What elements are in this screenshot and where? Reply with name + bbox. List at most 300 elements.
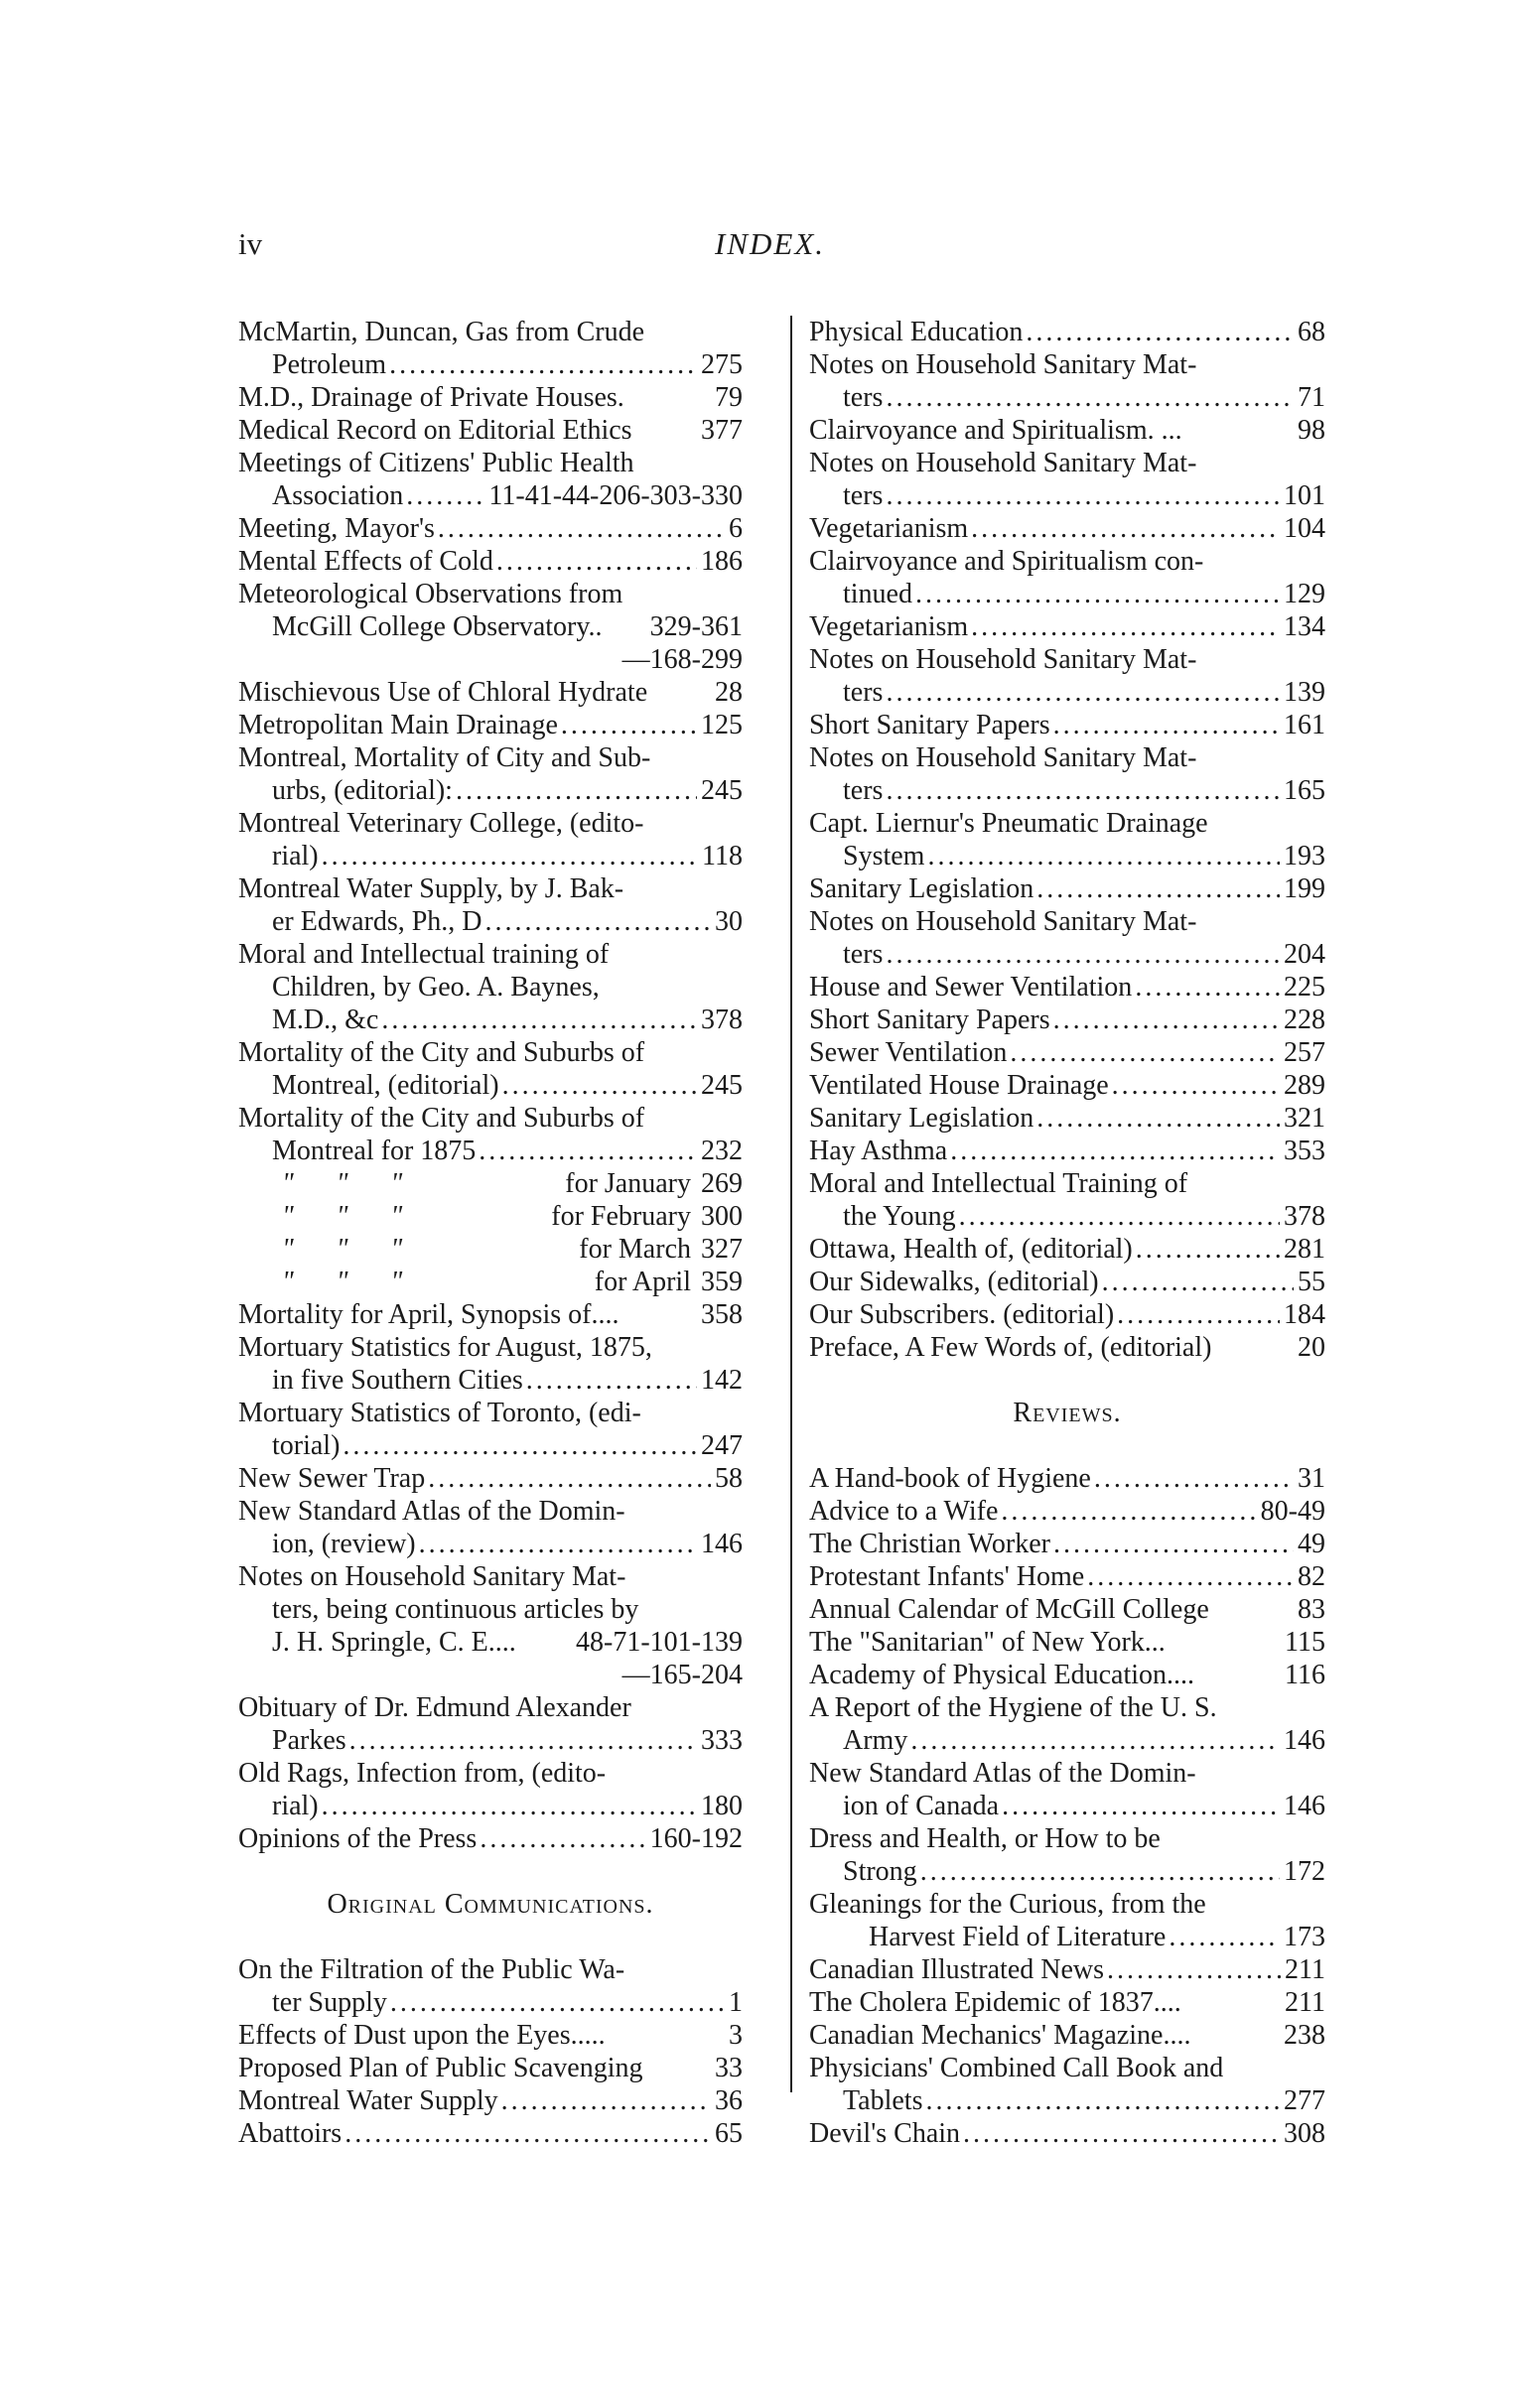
dot-leader <box>476 1135 697 1167</box>
entry-page: 353 <box>1284 1136 1325 1166</box>
index-entry-continuation <box>238 971 743 1003</box>
entry-text: Academy of Physical Education.... <box>809 1660 1195 1690</box>
dot-leader <box>319 840 698 872</box>
entry-text: Meteorological Observations from <box>238 579 623 609</box>
index-entry <box>238 1691 743 1724</box>
index-entry-continuation <box>809 840 1325 872</box>
dot-leader <box>477 1822 645 1855</box>
entry-text: ters <box>843 480 884 511</box>
index-entry-continuation <box>238 479 743 512</box>
dot-leader <box>998 1495 1256 1528</box>
dot-leader <box>319 1790 697 1822</box>
entry-text: A Report of the Hygiene of the U. S. <box>809 1692 1217 1723</box>
index-entry <box>809 872 1325 905</box>
entry-page: 277 <box>1284 2085 1325 2116</box>
entry-text: Sanitary Legislation <box>809 873 1034 904</box>
entry-page: 186 <box>701 546 743 577</box>
index-entry <box>809 1528 1325 1560</box>
entry-text: System <box>843 841 925 871</box>
entry-text: J. H. Springle, C. E.... <box>272 1627 516 1658</box>
entry-page: 289 <box>1284 1070 1325 1101</box>
entry-text: Abattoirs <box>238 2118 343 2149</box>
entry-text: Advice to a Wife <box>809 1496 999 1527</box>
entry-text: ion of Canada <box>843 1791 1000 1821</box>
entry-text: Effects of Dust upon the Eyes..... <box>238 2020 606 2051</box>
entry-text: Mischievous Use of Chloral Hydrate <box>238 677 648 708</box>
index-entry <box>809 807 1325 840</box>
entry-text: Vegetarianism <box>809 513 969 544</box>
index-entry <box>809 1233 1325 1266</box>
entry-text: Notes on Household Sanitary Mat- <box>809 448 1197 478</box>
index-entry-continuation <box>809 938 1325 971</box>
entry-page: 321 <box>1284 1103 1325 1134</box>
entry-page: 48-71-101-139 <box>576 1627 743 1658</box>
entry-text: Gleanings for the Curious, from the <box>809 1889 1206 1920</box>
dot-leader <box>403 479 484 512</box>
index-entry <box>809 1593 1325 1626</box>
entry-text: Notes on Household Sanitary Mat- <box>809 644 1197 675</box>
entry-text: Tablets <box>843 2085 923 2116</box>
entry-text: Metropolitan Main Drainage <box>238 710 558 740</box>
index-entry-continuation <box>238 905 743 938</box>
entry-text: Short Sanitary Papers <box>809 710 1050 740</box>
dot-leader <box>1007 1036 1280 1069</box>
entry-page: 193 <box>1284 841 1325 871</box>
page-number: iv <box>238 226 263 261</box>
page-header <box>238 226 1320 266</box>
spacer <box>809 1429 1325 1462</box>
index-entry-continuation <box>809 578 1325 610</box>
index-entry <box>238 807 743 840</box>
dot-leader <box>883 938 1280 971</box>
dot-leader <box>558 709 697 741</box>
entry-text: New Sewer Trap <box>238 1463 426 1494</box>
dot-leader <box>453 774 697 807</box>
entry-page: 281 <box>1284 1234 1325 1265</box>
dot-leader <box>498 2084 711 2117</box>
dot-leader <box>1133 1233 1280 1266</box>
index-entry-continuation <box>238 1429 743 1462</box>
index-entry <box>809 1298 1325 1331</box>
dot-leader <box>1109 1069 1280 1102</box>
entry-text: tinued <box>843 579 912 609</box>
entry-page: —168-299 <box>621 644 743 675</box>
index-entry-continuation <box>238 643 743 676</box>
entry-page: 204 <box>1284 939 1325 970</box>
dot-leader <box>378 1003 697 1036</box>
entry-text: Harvest Field of Literature <box>869 1922 1167 1952</box>
entry-text: Hay Asthma <box>809 1136 948 1166</box>
entry-page: 142 <box>701 1365 743 1396</box>
entry-page: 79 <box>715 382 743 413</box>
index-entry <box>238 741 743 774</box>
entry-page: 65 <box>715 2118 743 2149</box>
entry-text: McMartin, Duncan, Gas from Crude <box>238 317 645 347</box>
entry-text: House and Sewer Ventilation <box>809 972 1133 1003</box>
entry-page: 238 <box>1284 2020 1325 2051</box>
dot-leader <box>956 1200 1280 1233</box>
index-entry-continuation <box>809 381 1325 414</box>
index-entry-ditto <box>238 1200 743 1233</box>
entry-page: 225 <box>1284 972 1325 1003</box>
entry-page: 80-49 <box>1260 1496 1325 1527</box>
entry-page: 327 <box>701 1234 743 1265</box>
entry-page: 245 <box>701 775 743 806</box>
index-entry <box>809 610 1325 643</box>
entry-text: Sanitary Legislation <box>809 1103 1034 1134</box>
index-entry-continuation <box>238 774 743 807</box>
entry-page: 300 <box>701 1201 743 1232</box>
entry-text: ters <box>843 775 884 806</box>
index-entry <box>809 447 1325 479</box>
index-entry <box>238 1953 743 1986</box>
entry-text: Clairvoyance and Spiritualism. ... <box>809 415 1182 446</box>
index-entry-continuation <box>238 1364 743 1397</box>
entry-text: Notes on Household Sanitary Mat- <box>809 742 1197 773</box>
entry-text: Protestant Infants' Home <box>809 1561 1085 1592</box>
index-entry-continuation <box>238 1593 743 1626</box>
entry-text: Mortality of the City and Suburbs of <box>238 1103 645 1134</box>
index-entry <box>809 348 1325 381</box>
entry-page: 378 <box>1284 1201 1325 1232</box>
entry-text: Notes on Household Sanitary Mat- <box>809 349 1197 380</box>
index-entry <box>238 709 743 741</box>
index-entry <box>809 1757 1325 1790</box>
entry-text: The Christian Worker <box>809 1529 1050 1559</box>
index-entry-continuation <box>809 1724 1325 1757</box>
index-entry <box>238 938 743 971</box>
index-entry-continuation <box>809 1790 1325 1822</box>
entry-page: 146 <box>701 1529 743 1559</box>
index-entry <box>238 1462 743 1495</box>
entry-page: 232 <box>701 1136 743 1166</box>
ditto-marks: " " " <box>282 1234 421 1265</box>
index-entry <box>809 1135 1325 1167</box>
entry-text: Our Subscribers. (editorial) <box>809 1299 1115 1330</box>
entry-page: 269 <box>701 1168 743 1199</box>
index-entry <box>809 545 1325 578</box>
entry-text: Physical Education <box>809 317 1024 347</box>
entry-page: 139 <box>1284 677 1325 708</box>
dot-leader <box>924 840 1280 872</box>
index-entry <box>809 1986 1325 2019</box>
dot-leader <box>912 578 1280 610</box>
entry-page: 20 <box>1298 1332 1325 1363</box>
index-entry <box>238 1036 743 1069</box>
entry-text: torial) <box>272 1430 341 1461</box>
entry-page: 28 <box>715 677 743 708</box>
entry-page: 257 <box>1284 1037 1325 1068</box>
entry-text: Short Sanitary Papers <box>809 1004 1050 1035</box>
entry-page: 49 <box>1298 1529 1325 1559</box>
dot-leader <box>425 1462 711 1495</box>
entry-page: 165 <box>1284 775 1325 806</box>
entry-text: Parkes <box>272 1725 346 1756</box>
entry-text: A Hand-book of Hygiene <box>809 1463 1091 1494</box>
dot-leader <box>1050 1528 1294 1560</box>
index-entry <box>238 1757 743 1790</box>
index-entry-continuation <box>238 1135 743 1167</box>
index-entry-continuation <box>809 1200 1325 1233</box>
entry-page: 275 <box>701 349 743 380</box>
entry-text: On the Filtration of the Public Wa- <box>238 1954 625 1985</box>
index-entry <box>238 545 743 578</box>
entry-text: M.D., Drainage of Private Houses. <box>238 382 624 413</box>
entry-page: 359 <box>701 1267 743 1297</box>
index-column-right <box>809 316 1325 2150</box>
entry-text: Association <box>272 480 404 511</box>
entry-page: 134 <box>1284 611 1325 642</box>
entry-page: 184 <box>1284 1299 1325 1330</box>
dot-leader <box>917 1855 1280 1888</box>
index-entry <box>809 709 1325 741</box>
entry-text: ter Supply <box>272 1987 387 2018</box>
spacer <box>238 1921 743 1953</box>
dot-leader <box>968 610 1280 643</box>
entry-page: 228 <box>1284 1004 1325 1035</box>
entry-text: ters <box>843 382 884 413</box>
index-entry-continuation <box>809 1855 1325 1888</box>
entry-page: 30 <box>715 906 743 937</box>
dot-leader <box>1114 1298 1280 1331</box>
entry-text: M.D., &c <box>272 1004 379 1035</box>
entry-page: 115 <box>1285 1627 1325 1658</box>
index-entry <box>809 1036 1325 1069</box>
dot-leader <box>342 2117 711 2150</box>
entry-text: Preface, A Few Words of, (editorial) <box>809 1332 1212 1363</box>
dot-leader <box>968 512 1280 545</box>
dot-leader <box>493 545 697 578</box>
entry-text: Medical Record on Editorial Ethics <box>238 415 632 446</box>
dot-leader <box>1104 1953 1281 1986</box>
index-entry <box>809 1659 1325 1691</box>
index-entry <box>238 316 743 348</box>
entry-page: 104 <box>1284 513 1325 544</box>
index-entry <box>238 1495 743 1528</box>
index-entry <box>809 1003 1325 1036</box>
index-entry <box>809 643 1325 676</box>
index-entry <box>809 1953 1325 1986</box>
index-entry <box>809 1691 1325 1724</box>
entry-text: New Standard Atlas of the Domin- <box>238 1496 625 1527</box>
entry-text: Vegetarianism <box>809 611 969 642</box>
index-entry <box>238 578 743 610</box>
index-entry <box>809 1560 1325 1593</box>
entry-text: Our Sidewalks, (editorial) <box>809 1267 1099 1297</box>
dot-leader <box>387 1986 725 2019</box>
page-title: INDEX. <box>715 226 826 261</box>
index-entry <box>238 1560 743 1593</box>
index-entry <box>809 1626 1325 1659</box>
entry-text: Capt. Liernur's Pneumatic Drainage <box>809 808 1208 839</box>
index-entry <box>809 1266 1325 1298</box>
entry-page: 55 <box>1298 1267 1325 1297</box>
entry-page: 172 <box>1284 1856 1325 1887</box>
dot-leader <box>346 1724 697 1757</box>
entry-text: Mortuary Statistics of Toronto, (edi- <box>238 1398 641 1428</box>
entry-text: ters, being continuous articles by <box>272 1594 639 1625</box>
dot-leader <box>1166 1921 1280 1953</box>
index-entry-continuation <box>809 2084 1325 2117</box>
entry-text: Montreal Water Supply, by J. Bak- <box>238 873 624 904</box>
entry-text: for February <box>551 1201 691 1232</box>
index-entry <box>238 2084 743 2117</box>
entry-text: Children, by Geo. A. Baynes, <box>272 972 600 1003</box>
dot-leader <box>922 2084 1280 2117</box>
index-entry <box>809 414 1325 447</box>
entry-text: Dress and Health, or How to be <box>809 1823 1161 1854</box>
index-entry-continuation <box>809 1921 1325 1953</box>
entry-page: 31 <box>1298 1463 1325 1494</box>
entry-page: 1 <box>729 1987 743 2018</box>
entry-text: Sewer Ventilation <box>809 1037 1008 1068</box>
entry-text: Clairvoyance and Spiritualism con- <box>809 546 1204 577</box>
dot-leader <box>883 381 1294 414</box>
entry-text: Opinions of the Press <box>238 1823 478 1854</box>
spacer <box>809 1364 1325 1397</box>
section-heading: Reviews. <box>1013 1398 1122 1428</box>
entry-page: 68 <box>1298 317 1325 347</box>
index-entry <box>238 512 743 545</box>
dot-leader <box>999 1790 1280 1822</box>
index-entry-ditto <box>238 1233 743 1266</box>
entry-text: Petroleum <box>272 349 387 380</box>
entry-page: 101 <box>1284 480 1325 511</box>
index-entry-continuation <box>238 1986 743 2019</box>
entry-page: 36 <box>715 2085 743 2116</box>
spacer <box>238 1855 743 1888</box>
column-divider <box>790 316 792 2092</box>
dot-leader <box>907 1724 1280 1757</box>
entry-text: Mortuary Statistics for August, 1875, <box>238 1332 652 1363</box>
entry-text: Proposed Plan of Public Scavenging <box>238 2053 643 2083</box>
dot-leader <box>1050 709 1280 741</box>
entry-text: Mortality of the City and Suburbs of <box>238 1037 645 1068</box>
entry-page: 125 <box>701 710 743 740</box>
entry-text: Army <box>843 1725 908 1756</box>
entry-text: Devil's Chain <box>809 2118 961 2149</box>
entry-page: 180 <box>701 1791 743 1821</box>
dot-leader <box>1023 316 1294 348</box>
entry-text: Montreal for 1875 <box>272 1136 477 1166</box>
dot-leader <box>499 1069 697 1102</box>
entry-text: Ventilated House Drainage <box>809 1070 1109 1101</box>
dot-leader <box>1132 971 1280 1003</box>
entry-text: rial) <box>272 1791 319 1821</box>
entry-page: 333 <box>701 1725 743 1756</box>
entry-page: 98 <box>1298 415 1325 446</box>
index-entry <box>809 1822 1325 1855</box>
entry-text: The Cholera Epidemic of 1837.... <box>809 1987 1181 2018</box>
index-entry-continuation <box>809 774 1325 807</box>
index-entry <box>809 971 1325 1003</box>
index-entry <box>809 741 1325 774</box>
entry-text: ters <box>843 939 884 970</box>
dot-leader <box>1033 1102 1280 1135</box>
dot-leader <box>340 1429 697 1462</box>
index-entry <box>809 1462 1325 1495</box>
dot-leader <box>482 905 711 938</box>
index-entry <box>809 905 1325 938</box>
entry-page: 3 <box>729 2020 743 2051</box>
section-heading: Original Communications. <box>327 1889 654 1920</box>
entry-text: Montreal Water Supply <box>238 2085 498 2116</box>
index-entry <box>238 872 743 905</box>
index-entry <box>238 1298 743 1331</box>
index-entry <box>809 2117 1325 2150</box>
entry-page: 71 <box>1298 382 1325 413</box>
entry-page: 173 <box>1284 1922 1325 1952</box>
index-entry-continuation <box>238 1659 743 1691</box>
index-entry <box>238 2052 743 2084</box>
entry-page: 199 <box>1284 873 1325 904</box>
entry-text: Ottawa, Health of, (editorial) <box>809 1234 1133 1265</box>
index-entry-continuation <box>238 1069 743 1102</box>
entry-text: er Edwards, Ph., D <box>272 906 482 937</box>
index-entry <box>238 2019 743 2052</box>
entry-text: Obituary of Dr. Edmund Alexander <box>238 1692 631 1723</box>
entry-text: Meeting, Mayor's <box>238 513 435 544</box>
entry-text: Montreal Veterinary College, (edito- <box>238 808 644 839</box>
entry-text: Moral and Intellectual training of <box>238 939 610 970</box>
index-entry-ditto <box>238 1167 743 1200</box>
entry-page: 116 <box>1285 1660 1325 1690</box>
dot-leader <box>947 1135 1280 1167</box>
entry-text: Notes on Household Sanitary Mat- <box>238 1561 626 1592</box>
index-entry-continuation <box>238 610 743 643</box>
index-entry <box>238 447 743 479</box>
index-entry <box>809 1888 1325 1921</box>
index-column-left <box>238 316 743 2150</box>
entry-text: Annual Calendar of McGill College <box>809 1594 1209 1625</box>
entry-page: 247 <box>701 1430 743 1461</box>
dot-leader <box>1033 872 1280 905</box>
dot-leader <box>1091 1462 1294 1495</box>
entry-text: rial) <box>272 841 319 871</box>
entry-text: Montreal, Mortality of City and Sub- <box>238 742 651 773</box>
index-entry <box>238 1397 743 1429</box>
index-entry <box>809 1167 1325 1200</box>
dot-leader <box>1084 1560 1294 1593</box>
entry-text: Physicians' Combined Call Book and <box>809 2053 1224 2083</box>
index-entry-continuation <box>238 1790 743 1822</box>
dot-leader <box>883 774 1280 807</box>
dot-leader <box>523 1364 697 1397</box>
entry-text: Old Rags, Infection from, (edito- <box>238 1758 607 1789</box>
entry-text: Meetings of Citizens' Public Health <box>238 448 634 478</box>
entry-text: the Young <box>843 1201 956 1232</box>
entry-page: 211 <box>1285 1987 1325 2018</box>
entry-page: 160-192 <box>649 1823 743 1854</box>
entry-text: The "Sanitarian" of New York... <box>809 1627 1166 1658</box>
dot-leader <box>883 676 1280 709</box>
entry-page: 378 <box>701 1004 743 1035</box>
index-entry <box>809 512 1325 545</box>
entry-page: 377 <box>701 415 743 446</box>
index-entry-continuation <box>238 1724 743 1757</box>
index-entry <box>238 1102 743 1135</box>
entry-page: 33 <box>715 2053 743 2083</box>
entry-text: for January <box>565 1168 691 1199</box>
index-entry-continuation <box>238 1528 743 1560</box>
entry-page: 11-41-44-206-303-330 <box>488 480 743 511</box>
index-entry <box>809 1102 1325 1135</box>
entry-text: Canadian Mechanics' Magazine.... <box>809 2020 1191 2051</box>
entry-text: Montreal, (editorial) <box>272 1070 499 1101</box>
index-entry <box>238 2117 743 2150</box>
entry-page: 58 <box>715 1463 743 1494</box>
index-entry <box>238 676 743 709</box>
